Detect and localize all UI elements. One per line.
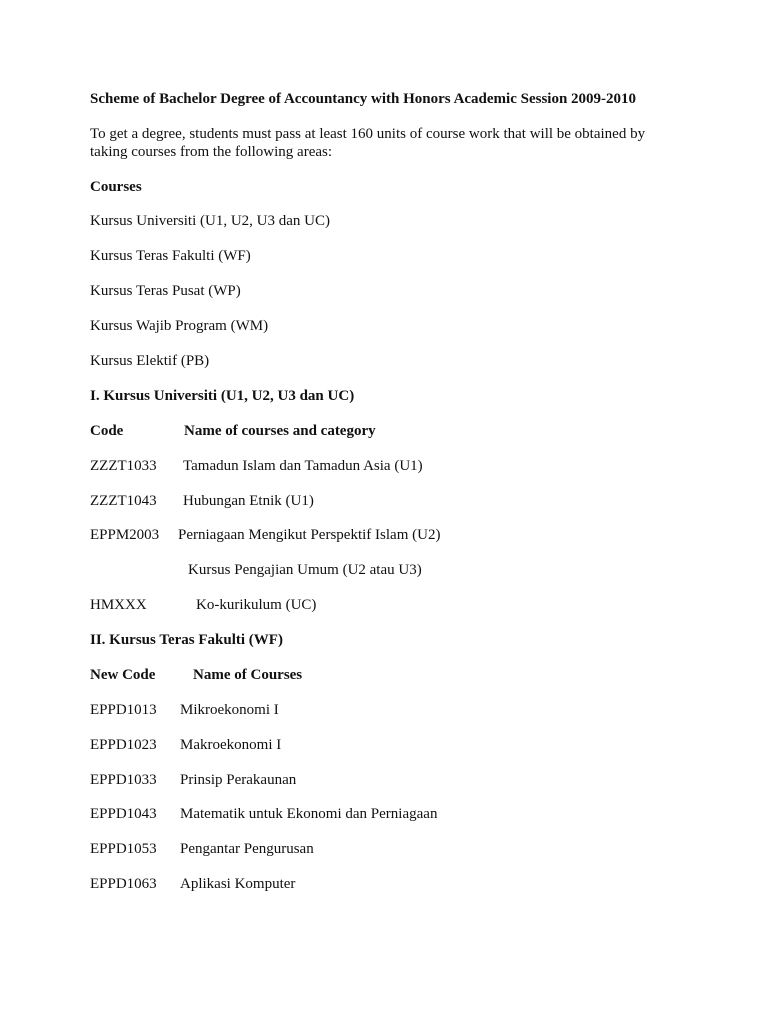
column-header-code: Code <box>90 423 124 439</box>
course-code: HMXXX <box>90 597 147 613</box>
area-item: Kursus Elektif (PB) <box>90 353 210 369</box>
course-name: Hubungan Etnik (U1) <box>183 493 314 509</box>
course-code: EPPD1013 <box>90 702 157 718</box>
table-row <box>90 596 728 614</box>
section-heading-universiti: I. Kursus Universiti (U1, U2, U3 dan UC) <box>90 388 355 404</box>
course-name: Pengantar Pengurusan <box>180 841 314 857</box>
course-code: EPPD1053 <box>90 841 157 857</box>
course-code: ZZZT1033 <box>90 458 157 474</box>
table-row <box>90 457 728 475</box>
course-code: EPPD1063 <box>90 876 157 892</box>
section-heading-teras-fakulti: II. Kursus Teras Fakulti (WF) <box>90 632 283 648</box>
course-name: Tamadun Islam dan Tamadun Asia (U1) <box>183 458 423 474</box>
courses-heading: Courses <box>90 179 142 195</box>
intro-text-line-2: taking courses from the following areas: <box>90 144 333 160</box>
course-code: EPPD1033 <box>90 772 157 788</box>
table-row <box>90 736 728 754</box>
section2-table-header <box>90 666 728 684</box>
area-item: Kursus Universiti (U1, U2, U3 dan UC) <box>90 213 330 229</box>
column-header-code: New Code <box>90 667 156 683</box>
course-name: Aplikasi Komputer <box>180 876 296 892</box>
course-name: Makroekonomi I <box>180 737 282 753</box>
document-title: Scheme of Bachelor Degree of Accountancy with Honors Academic Session 2009-2010 <box>90 91 637 107</box>
course-name: Perniagaan Mengikut Perspektif Islam (U2) <box>178 527 441 543</box>
area-item: Kursus Wajib Program (WM) <box>90 318 269 334</box>
table-row <box>90 875 728 893</box>
table-row <box>90 701 728 719</box>
course-name: Prinsip Perakaunan <box>180 772 297 788</box>
course-name: Matematik untuk Ekonomi dan Perniagaan <box>180 806 438 822</box>
table-row <box>90 840 728 858</box>
course-code: EPPD1023 <box>90 737 157 753</box>
course-name: Mikroekonomi I <box>180 702 279 718</box>
course-name: Kursus Pengajian Umum (U2 atau U3) <box>188 562 422 578</box>
course-code: EPPD1043 <box>90 806 157 822</box>
table-row <box>90 771 728 789</box>
course-name: Ko-kurikulum (UC) <box>196 597 317 613</box>
area-item: Kursus Teras Pusat (WP) <box>90 283 241 299</box>
table-row <box>90 492 728 510</box>
area-item: Kursus Teras Fakulti (WF) <box>90 248 251 264</box>
table-row <box>90 805 728 823</box>
intro-text-line-1: To get a degree, students must pass at least 160 units of course work that will be obtained by <box>90 126 646 142</box>
section1-table-header <box>90 422 728 440</box>
course-code: ZZZT1043 <box>90 493 157 509</box>
column-header-name: Name of Courses <box>193 667 303 683</box>
table-row <box>90 526 728 544</box>
course-code: EPPM2003 <box>90 527 160 543</box>
column-header-name: Name of courses and category <box>184 423 376 439</box>
table-row <box>90 561 728 579</box>
